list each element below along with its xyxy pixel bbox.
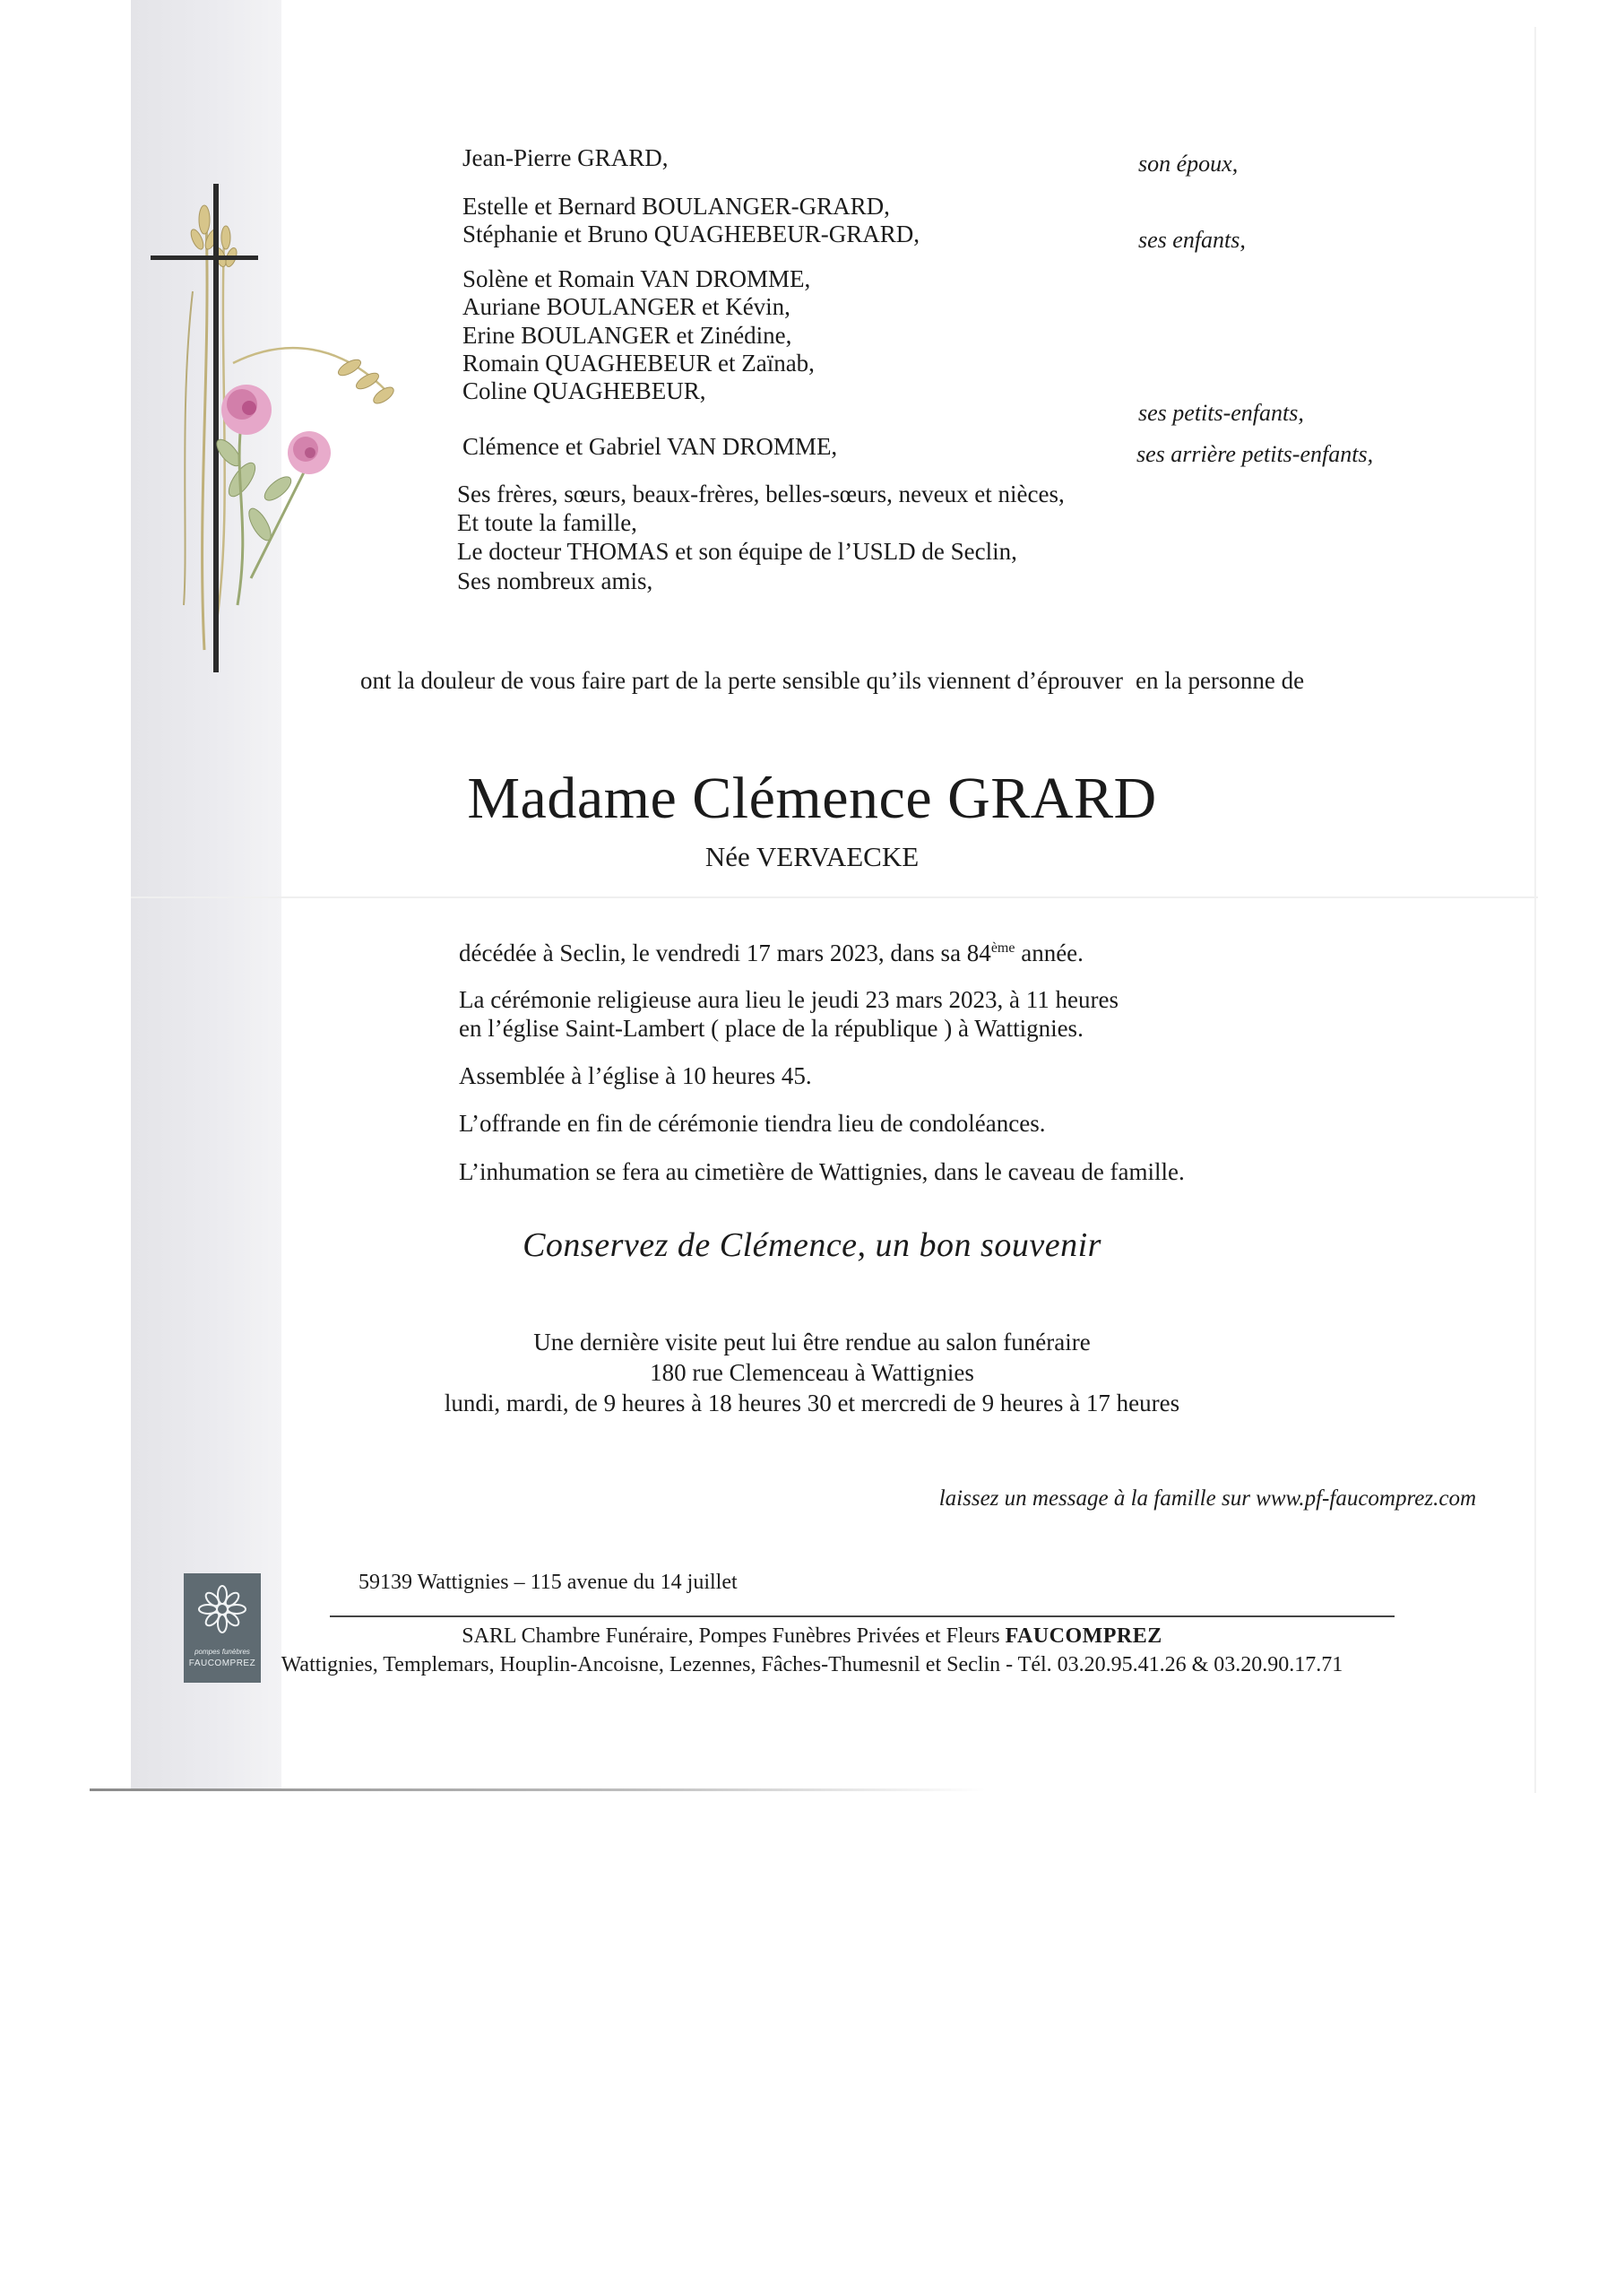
visit-line-2: 180 rue Clemenceau à Wattignies bbox=[650, 1359, 974, 1386]
offering-note: L’offrande en fin de cérémonie tiendra lieu de condoléances. bbox=[459, 1110, 1046, 1137]
deceased-name: Madame Clémence GRARD bbox=[467, 766, 1157, 831]
relation-grandchildren: ses petits-enfants, bbox=[1138, 400, 1304, 426]
death-details-text: décédée à Seclin, le vendredi 17 mars 2023, dans sa 84 bbox=[459, 940, 991, 966]
family-member: Et toute la famille, bbox=[457, 509, 637, 536]
visit-line-1: Une dernière visite peut lui être rendue au salon funéraire bbox=[533, 1329, 1091, 1355]
family-member: Ses nombreux amis, bbox=[457, 567, 653, 594]
page-edge bbox=[1534, 27, 1536, 1793]
family-member: Coline QUAGHEBEUR, bbox=[462, 377, 706, 404]
family-member: Le docteur THOMAS et son équipe de l’USLD de Seclin, bbox=[457, 538, 1017, 565]
announcement-intro-end: en la personne de bbox=[1135, 667, 1305, 694]
death-details bbox=[459, 941, 1084, 966]
burial-note: L’inhumation se fera au cimetière de Wattignies, dans le caveau de famille. bbox=[459, 1158, 1185, 1185]
page-bottom-rule bbox=[90, 1788, 986, 1791]
deceased-maiden-name: Née VERVAECKE bbox=[704, 841, 920, 872]
family-member: Romain QUAGHEBEUR et Zaïnab, bbox=[462, 350, 815, 377]
family-member: Solène et Romain VAN DROMME, bbox=[462, 265, 811, 292]
announcement-intro bbox=[360, 669, 1304, 693]
relation-children: ses enfants, bbox=[1138, 227, 1246, 253]
ceremony-line-1: La cérémonie religieuse aura lieu le jeudi 23 mars 2023, à 11 heures bbox=[459, 986, 1119, 1013]
footer-company-name: FAUCOMPREZ bbox=[1005, 1624, 1162, 1648]
family-member: Jean-Pierre GRARD, bbox=[462, 144, 669, 171]
footer-company bbox=[0, 1624, 1624, 1649]
relation-great-grandchildren: ses arrière petits-enfants, bbox=[1136, 441, 1374, 467]
ceremony-line-2: en l’église Saint-Lambert ( place de la république ) à Wattignies. bbox=[459, 1015, 1084, 1042]
death-details-end: année. bbox=[1015, 940, 1084, 966]
family-member: Stéphanie et Bruno QUAGHEBEUR-GRARD, bbox=[462, 221, 920, 247]
cross-with-roses-icon bbox=[143, 184, 412, 686]
memorial-motto: Conservez de Clémence, un bon souvenir bbox=[523, 1226, 1101, 1264]
assembly-time: Assemblée à l’église à 10 heures 45. bbox=[459, 1062, 812, 1089]
logo-brand: FAUCOMPREZ bbox=[188, 1658, 256, 1668]
paper-fold-line bbox=[131, 896, 1538, 898]
family-member: Auriane BOULANGER et Kévin, bbox=[462, 293, 790, 320]
visit-line-3: lundi, mardi, de 9 heures à 18 heures 30 et mercredi de 9 heures à 17 heures bbox=[444, 1390, 1180, 1416]
family-member: Clémence et Gabriel VAN DROMME, bbox=[462, 433, 838, 460]
footer-towns: Wattignies, Templemars, Houplin-Ancoisne, Lezennes, Fâches-Thumesnil et Seclin - Tél. 03.20.95.41.26 & 03.20.90.17.71 bbox=[281, 1653, 1343, 1676]
footer-address: 59139 Wattignies – 115 avenue du 14 juillet bbox=[358, 1571, 738, 1594]
website-message: laissez un message à la famille sur www.pf-faucomprez.com bbox=[938, 1486, 1476, 1511]
relation-spouse: son époux, bbox=[1138, 151, 1239, 177]
footer-divider bbox=[330, 1615, 1395, 1617]
family-member: Ses frères, sœurs, beaux-frères, belles-sœurs, neveux et nièces, bbox=[457, 481, 1065, 507]
family-member: Estelle et Bernard BOULANGER-GRARD, bbox=[462, 193, 890, 220]
announcement-intro-text: ont la douleur de vous faire part de la perte sensible qu’ils viennent d’éprouver bbox=[360, 667, 1123, 694]
family-member: Erine BOULANGER et Zinédine, bbox=[462, 322, 792, 349]
logo-tagline: pompes funèbres bbox=[194, 1648, 250, 1656]
footer-company-prefix: SARL Chambre Funéraire, Pompes Funèbres Privées et Fleurs bbox=[462, 1624, 1006, 1648]
death-details-sup: ème bbox=[990, 940, 1015, 956]
